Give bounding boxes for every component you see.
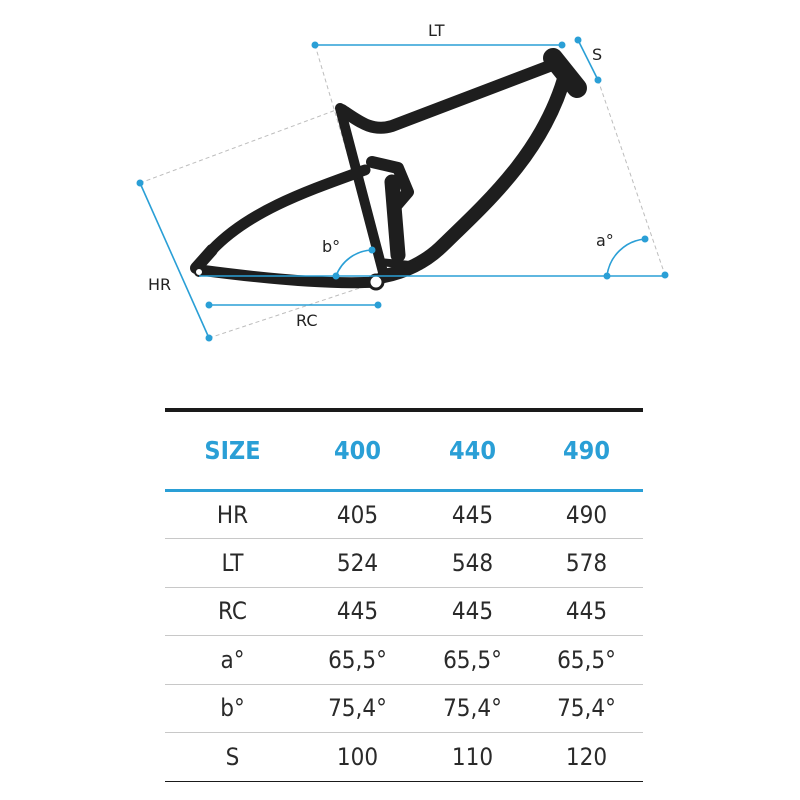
- table-cell: 65,5°: [328, 645, 387, 674]
- table-cell: 405: [336, 500, 379, 529]
- rc-label: RC: [296, 311, 318, 330]
- table-cell: 75,4°: [328, 694, 387, 723]
- table-cell: 548: [451, 548, 494, 577]
- b-angle-arc: [336, 250, 372, 276]
- a-angle-label: a°: [596, 231, 614, 250]
- header-size-490: 490: [563, 435, 610, 465]
- table-cell: 100: [336, 742, 379, 771]
- table-cell: 75,4°: [443, 694, 502, 723]
- table-cell: 445: [451, 500, 494, 529]
- header-size-440: 440: [449, 435, 496, 465]
- hr-label: HR: [148, 275, 172, 294]
- row-label: b°: [220, 694, 245, 723]
- rear-axle-icon: [195, 268, 203, 276]
- table-cell: 65,5°: [557, 645, 616, 674]
- table-cell: 110: [451, 742, 494, 771]
- header-size: SIZE: [204, 435, 261, 465]
- table-cell: 524: [336, 548, 379, 577]
- table-row: [165, 684, 643, 733]
- row-label: HR: [216, 500, 249, 529]
- bottom-bracket-icon: [369, 275, 383, 289]
- table-row: [165, 539, 643, 588]
- row-label: S: [225, 742, 240, 771]
- table-cell: 65,5°: [443, 645, 502, 674]
- row-label: RC: [218, 597, 247, 626]
- b-angle-label: b°: [322, 237, 341, 256]
- table-cell: 75,4°: [557, 694, 616, 723]
- s-label: S: [592, 45, 603, 64]
- table-row: [165, 587, 643, 636]
- header-size-400: 400: [334, 435, 381, 465]
- table-cell: 445: [451, 597, 494, 626]
- table-row: [165, 490, 643, 539]
- table-cell: 578: [565, 548, 608, 577]
- row-label: a°: [220, 645, 245, 674]
- table-header-row: [165, 410, 643, 490]
- bike-frame: [196, 58, 577, 283]
- table-cell: 445: [336, 597, 379, 626]
- table-row: [165, 733, 643, 782]
- lt-label: LT: [428, 21, 445, 40]
- table-row: [165, 636, 643, 685]
- table-cell: 120: [565, 742, 608, 771]
- geometry-table: [165, 408, 643, 782]
- table-cell: 490: [565, 500, 608, 529]
- table-cell: 445: [565, 597, 608, 626]
- row-label: LT: [221, 548, 244, 577]
